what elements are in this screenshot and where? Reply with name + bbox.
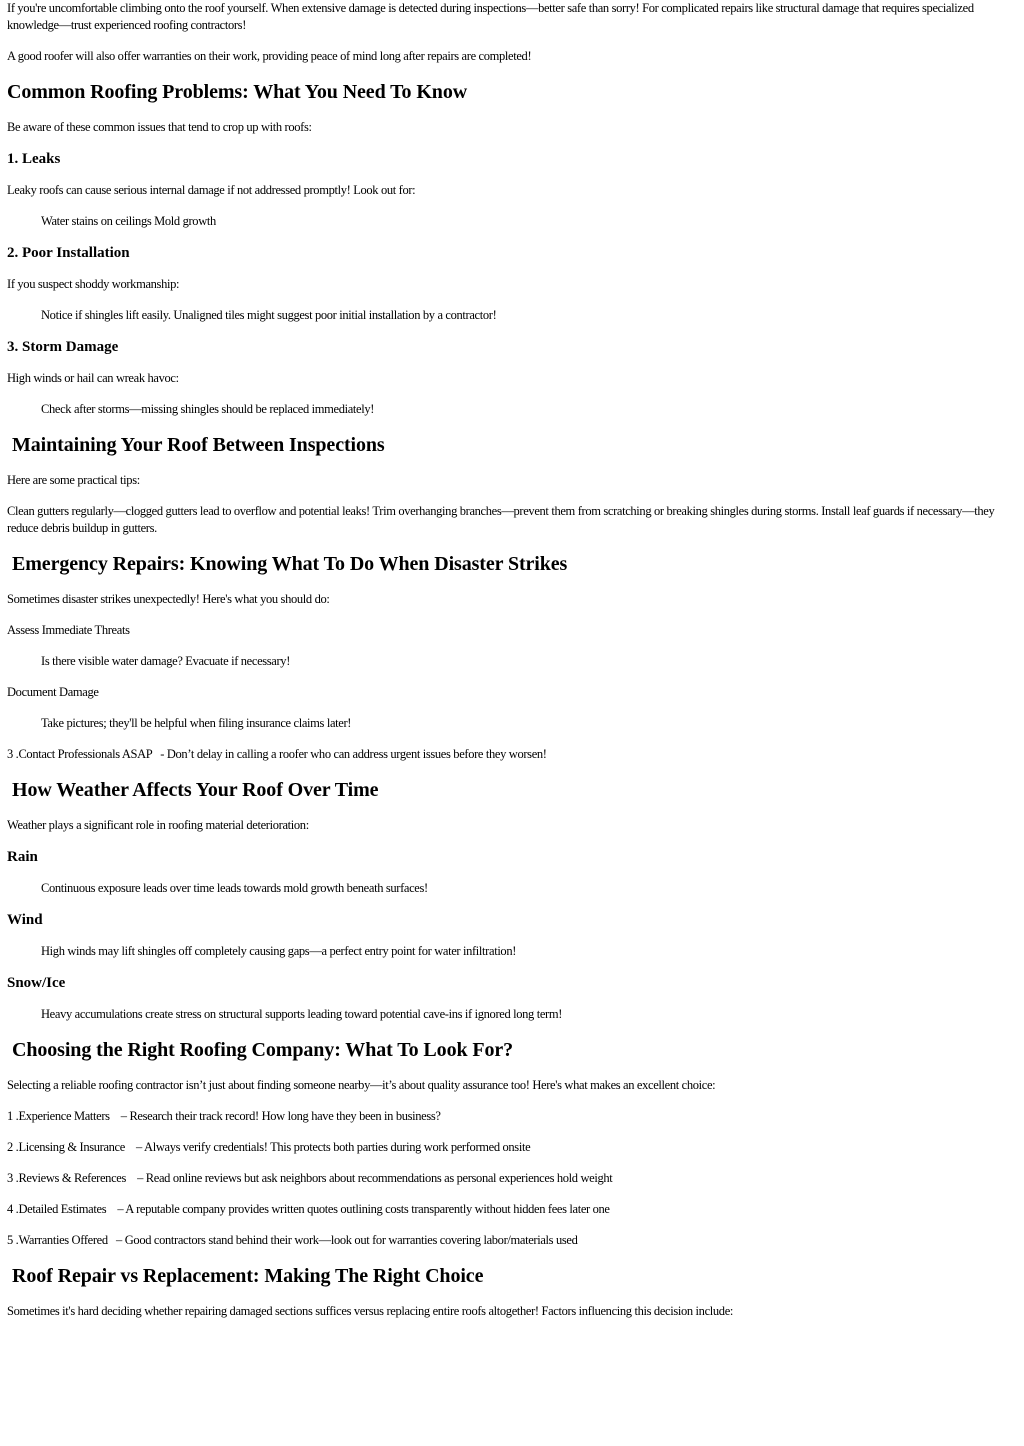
- leaks-text: Leaky roofs can cause serious internal damage if not addressed promptly! Look out for:: [7, 183, 416, 197]
- subheading-snow-ice: Snow/Ice: [7, 975, 66, 991]
- choosing-item: 2 .Licensing & Insurance – Always verify credentials! This protects both parties during work performed onsite: [7, 1140, 531, 1154]
- emergency-step1-label: Assess Immediate Threats: [7, 623, 130, 637]
- emergency-step3: 3 .Contact Professionals ASAP - Don’t delay in calling a roofer who can address urgent issues before they worsen!: [7, 747, 547, 761]
- storm-text: High winds or hail can wreak havoc:: [7, 371, 179, 385]
- intro-paragraph-warranty: A good roofer will also offer warranties on their work, providing peace of mind long after repairs are completed!: [7, 49, 532, 63]
- subheading-wind: Wind: [7, 912, 43, 928]
- rain-text: Continuous exposure leads over time leads towards mold growth beneath surfaces!: [41, 881, 428, 895]
- installation-list: Notice if shingles lift easily. Unaligned tiles might suggest poor initial installation by a contractor!: [41, 308, 497, 322]
- heading-common-problems: Common Roofing Problems: What You Need To Know: [7, 81, 468, 103]
- heading-choosing-company: Choosing the Right Roofing Company: What To Look For?: [12, 1039, 514, 1061]
- choosing-item: 3 .Reviews & References – Read online reviews but ask neighbors about recommendations as personal experiences hold weight: [7, 1171, 613, 1185]
- emergency-step2-text: Take pictures; they'll be helpful when filing insurance claims later!: [41, 716, 352, 730]
- choosing-intro: Selecting a reliable roofing contractor isn’t just about finding someone nearby—it’s about quality assurance too! Here's what makes an excellent choice:: [7, 1078, 716, 1092]
- subheading-poor-installation: 2. Poor Installation: [7, 245, 130, 261]
- emergency-step1-text: Is there visible water damage? Evacuate if necessary!: [41, 654, 291, 668]
- heading-maintaining: Maintaining Your Roof Between Inspections: [12, 434, 385, 456]
- subheading-leaks: 1. Leaks: [7, 151, 61, 167]
- problems-intro: Be aware of these common issues that tend to crop up with roofs:: [7, 120, 312, 134]
- weather-intro: Weather plays a significant role in roofing material deterioration:: [7, 818, 309, 832]
- storm-list: Check after storms—missing shingles should be replaced immediately!: [41, 402, 375, 416]
- wind-text: High winds may lift shingles off completely causing gaps—a perfect entry point for water infiltration!: [41, 944, 517, 958]
- heading-emergency-repairs: Emergency Repairs: Knowing What To Do When Disaster Strikes: [12, 553, 568, 575]
- repair-intro: Sometimes it's hard deciding whether repairing damaged sections suffices versus replacing entire roofs altogether! Factors influencing this decision include:: [7, 1304, 734, 1318]
- leaks-list: Water stains on ceilings Mold growth: [41, 214, 216, 228]
- choosing-item: 5 .Warranties Offered – Good contractors stand behind their work—look out for warranties covering labor/materials used: [7, 1233, 578, 1247]
- heading-weather: How Weather Affects Your Roof Over Time: [12, 779, 379, 801]
- subheading-storm-damage: 3. Storm Damage: [7, 339, 119, 355]
- snow-text: Heavy accumulations create stress on structural supports leading toward potential cave-ins if ignored long term!: [41, 1007, 563, 1021]
- emergency-intro: Sometimes disaster strikes unexpectedly! Here's what you should do:: [7, 592, 330, 606]
- heading-repair-vs-replacement: Roof Repair vs Replacement: Making The Right Choice: [12, 1265, 484, 1287]
- subheading-rain: Rain: [7, 849, 38, 865]
- intro-paragraph: If you're uncomfortable climbing onto the roof yourself. When extensive damage is detected during inspections—better safe than sorry! For complicated repairs like structural damage that requires specialized knowledge—trust experienced roofing contractors!: [7, 1, 974, 32]
- maintaining-intro: Here are some practical tips:: [7, 473, 140, 487]
- emergency-step2-label: Document Damage: [7, 685, 99, 699]
- maintaining-tips: Clean gutters regularly—clogged gutters lead to overflow and potential leaks! Trim overhanging branches—prevent them from scratching or breaking shingles during storms. Install leaf guards if necessary—they reduce debris buildup in gutters.: [7, 504, 995, 535]
- choosing-item: 1 .Experience Matters – Research their track record! How long have they been in business?: [7, 1109, 441, 1123]
- installation-text: If you suspect shoddy workmanship:: [7, 277, 180, 291]
- choosing-item: 4 .Detailed Estimates – A reputable company provides written quotes outlining costs transparently without hidden fees later one: [7, 1202, 610, 1216]
